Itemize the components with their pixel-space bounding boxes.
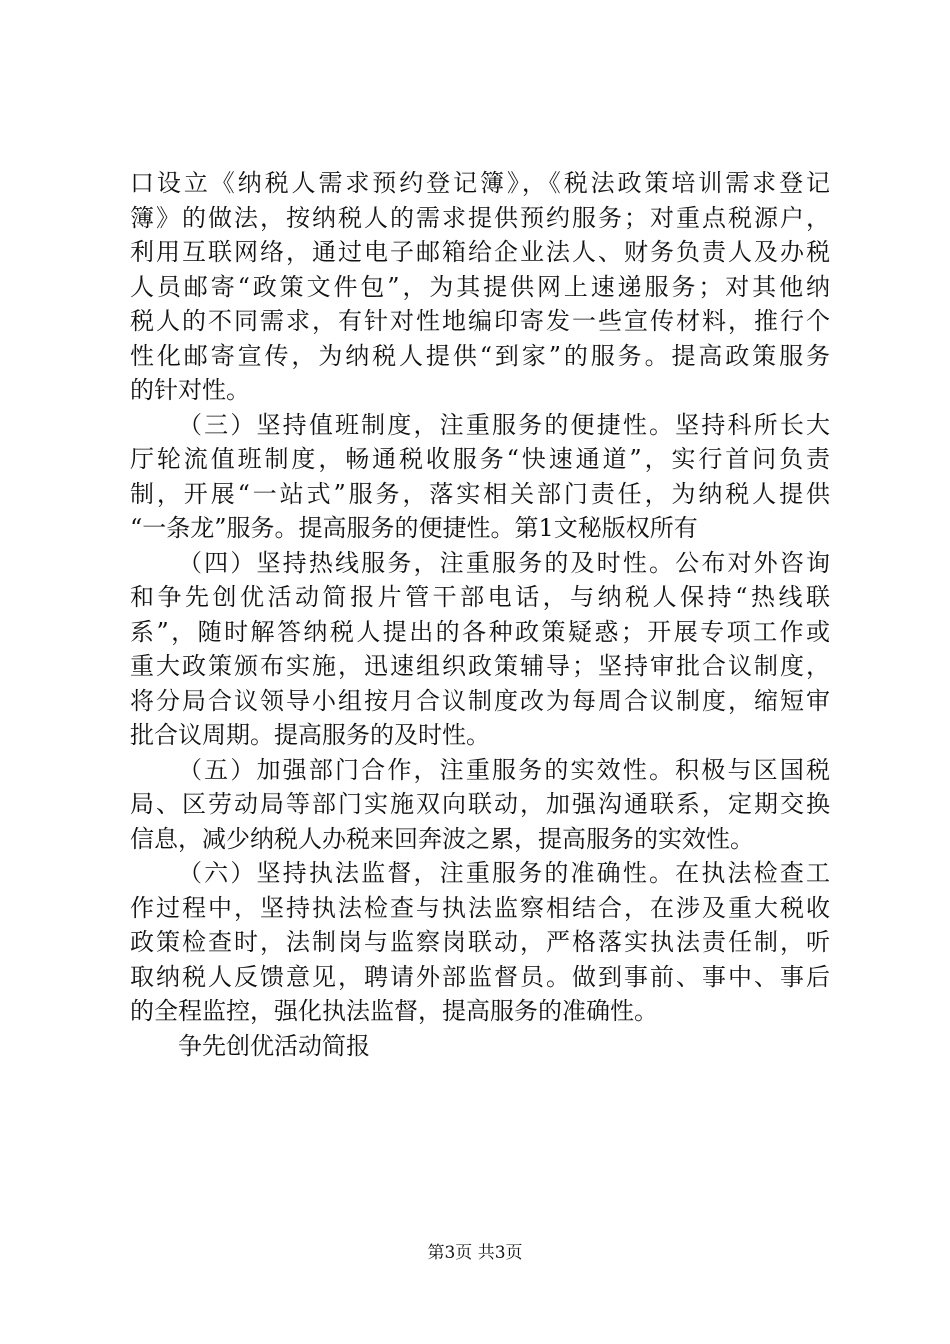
text-line: （四）坚持热线服务，注重服务的及时性。公布对外咨询 xyxy=(178,548,830,577)
text-line: 局、区劳动局等部门实施双向联动，加强沟通联系，定期交换 xyxy=(130,790,830,818)
text-line: 的针对性。 xyxy=(130,376,250,404)
text-line: 作过程中，坚持执法检查与执法监察相结合，在涉及重大税收 xyxy=(130,893,830,922)
text-line: 制，开展“一站式”服务，落实相关部门责任，为纳税人提供 xyxy=(130,479,830,508)
text-line: 厅轮流值班制度，畅通税收服务“快速通道”，实行首问负责 xyxy=(130,445,830,473)
text-line: 信息，减少纳税人办税来回奔波之累，提高服务的实效性。 xyxy=(130,824,754,853)
text-line: 系”，随时解答纳税人提出的各种政策疑惑；开展专项工作或 xyxy=(130,617,830,646)
text-line: 人员邮寄“政策文件包”，为其提供网上速递服务；对其他纳 xyxy=(130,272,830,301)
paragraph xyxy=(130,546,830,753)
text-line: 取纳税人反馈意见，聘请外部监督员。做到事前、事中、事后 xyxy=(130,962,830,991)
paragraph xyxy=(130,166,830,408)
text-line: 口设立《纳税人需求预约登记簿》，《税法政策培训需求登记 xyxy=(130,169,830,197)
text-line: （六）坚持执法监督，注重服务的准确性。在执法检查工 xyxy=(178,859,830,887)
text-line: 批合议周期。提高服务的及时性。 xyxy=(130,721,490,749)
text-line: （五）加强部门合作，注重服务的实效性。积极与区国税 xyxy=(178,755,830,784)
page-footer: 第3页 共3页 xyxy=(427,1243,523,1263)
text-line: 簿》的做法，按纳税人的需求提供预约服务；对重点税源户， xyxy=(130,203,830,232)
text-line: 将分局合议领导小组按月合议制度改为每周合议制度，缩短审 xyxy=(130,686,830,715)
paragraph xyxy=(130,753,830,857)
text-line: “一条龙”服务。提高服务的便捷性。第1文秘版权所有 xyxy=(130,514,698,542)
text-line: 重大政策颁布实施，迅速组织政策辅导；坚持审批合议制度， xyxy=(130,652,830,680)
text-line: 性化邮寄宣传，为纳税人提供“到家”的服务。提高政策服务 xyxy=(130,341,830,370)
closing-title: 争先创优活动简报 xyxy=(178,1031,370,1060)
text-line: 的全程监控，强化执法监督，提高服务的准确性。 xyxy=(130,997,658,1025)
paragraph xyxy=(130,408,830,546)
body-text xyxy=(130,166,830,1063)
paragraph xyxy=(130,856,830,1029)
text-line: 政策检查时，法制岗与监察岗联动，严格落实执法责任制，听 xyxy=(130,928,830,956)
text-line: 税人的不同需求，有针对性地编印寄发一些宣传材料，推行个 xyxy=(130,307,830,335)
text-line: 和争先创优活动简报片管干部电话，与纳税人保持“热线联 xyxy=(130,583,830,611)
text-line: 利用互联网络，通过电子邮箱给企业法人、财务负责人及办税 xyxy=(130,238,830,266)
text-line: （三）坚持值班制度，注重服务的便捷性。坚持科所长大 xyxy=(178,410,830,439)
